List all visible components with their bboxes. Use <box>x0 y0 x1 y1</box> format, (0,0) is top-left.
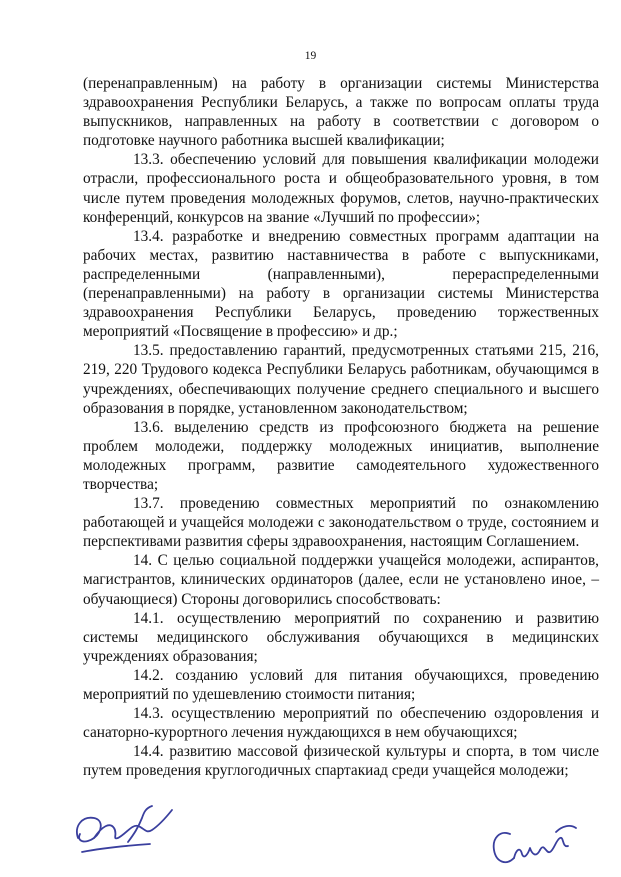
paragraph-continuation: (перенаправленным) на работу в организации системы Министерства здравоохранения Республики Беларусь, а также по вопросам оплаты труда выпускников, направленных на работу в соответствии с договором о подготовке научного работника высшей квалификации; <box>83 75 599 150</box>
paragraph-13-7: 13.7. проведению совместных мероприятий по ознакомлению работающей и учащейся молодежи с законодательством о труде, состоянием и перспективами развития сферы здравоохранения, настоящим Соглашением. <box>83 495 599 551</box>
paragraph-14-3: 14.3. осуществлению мероприятий по обеспечению оздоровления и санаторно-курортного лечения нуждающихся в нем обучающихся; <box>83 705 599 742</box>
paragraph-13-3: 13.3. обеспечению условий для повышения квалификации молодежи отрасли, профессионального роста и общеобразовательного уровня, в том числе путем проведения молодежных форумов, слетов, научно-практических конференций, конкурсов на звание «Лучший по профессии»; <box>83 151 599 226</box>
body-text <box>83 74 599 780</box>
paragraph-14-4: 14.4. развитию массовой физической культуры и спорта, в том числе путем проведения круглогодичных спартакиад среди учащейся молодежи; <box>83 743 599 780</box>
paragraph-14-2: 14.2. созданию условий для питания обучающихся, проведению мероприятий по удешевлению стоимости питания; <box>83 666 599 703</box>
paragraph-13-6: 13.6. выделению средств из профсоюзного бюджета на решение проблем молодежи, поддержку молодежных инициатив, выполнение молодежных программ, развитие самодеятельного художественного творчества; <box>83 418 599 493</box>
paragraph-14-1: 14.1. осуществлению мероприятий по сохранению и развитию системы медицинского обслуживания обучающихся в медицинских учреждениях образования; <box>83 609 599 665</box>
page-number: 19 <box>304 50 317 62</box>
paragraph-14: 14. С целью социальной поддержки учащейся молодежи, аспирантов, магистрантов, клинических ординаторов (далее, если не установлено иное, – обучающиеся) Стороны договорились способствовать: <box>83 552 599 608</box>
paragraph-13-5: 13.5. предоставлению гарантий, предусмотренных статьями 215, 216, 219, 220 Трудового кодекса Республики Беларусь работникам, обучающимся в учреждениях, обеспечивающих получение среднего специального и высшего образования в порядке, установленном законодательством; <box>83 342 599 417</box>
paragraph-13-4: 13.4. разработке и внедрению совместных программ адаптации на рабочих местах, развитию наставничества в работе с выпускниками, распределенными (направленными), перераспределенными (перенаправленными) на работу в организации системы Министерства здравоохранения Республики Беларусь, проведению торжественных мероприятий «Посвящение в профессию» и др.; <box>83 227 599 341</box>
signature-left <box>72 798 182 860</box>
signature-right <box>488 820 580 874</box>
